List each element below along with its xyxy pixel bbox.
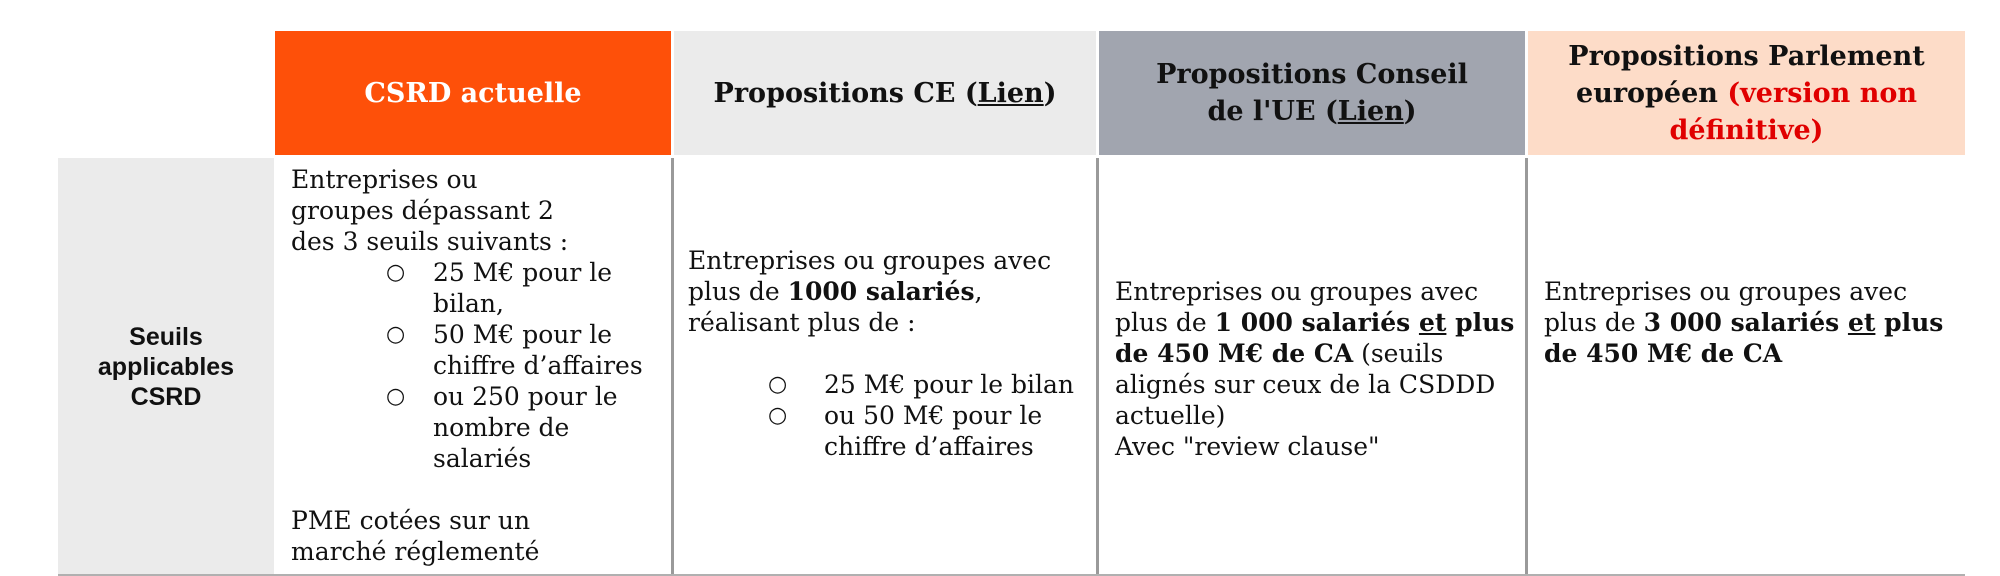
header-propositions-ce (674, 31, 1096, 155)
conseil-link[interactable]: Lien (1337, 96, 1404, 127)
cell-propositions-parlement (1528, 276, 1965, 369)
circle-bullet-icon: ○ (768, 403, 788, 428)
ce-link[interactable]: Lien (977, 77, 1044, 109)
list-item: ○ ou 250 pour le nombre de salariés (386, 382, 618, 473)
row-label-text: Seuils applicables CSRD (97, 323, 235, 411)
header-csrd-actuelle (275, 31, 671, 155)
csrd-threshold-list (386, 257, 657, 474)
header-conseil-label: Propositions Conseil de l'UE (Lien) (1156, 59, 1468, 127)
list-item: ○ 25 M€ pour le bilan, (386, 258, 613, 318)
header-parlement-label: Propositions Parlement européen (version non définitive) (1568, 40, 1925, 146)
cell-propositions-conseil (1099, 276, 1525, 462)
circle-bullet-icon: ○ (768, 372, 788, 397)
circle-bullet-icon: ○ (386, 260, 406, 285)
ce-threshold-list (768, 369, 1082, 462)
header-propositions-conseil (1099, 31, 1525, 155)
header-ce-label: Propositions CE (Lien) (713, 77, 1057, 109)
list-item: ○ ou 50 M€ pour le chiffre d’affaires (768, 401, 1043, 461)
ce-intro: Entreprises ou groupes avec plus de 1000 salariés, réalisant plus de : (688, 246, 1052, 337)
csrd-intro: Entreprises ou groupes dépassant 2 des 3 seuils suivants : (291, 165, 569, 256)
circle-bullet-icon: ○ (386, 322, 406, 347)
list-item: ○ 50 M€ pour le chiffre d’affaires (386, 320, 643, 380)
list-item: ○ 25 M€ pour le bilan (768, 370, 1074, 399)
cell-propositions-ce (674, 245, 1096, 462)
header-csrd-label: CSRD actuelle (364, 77, 582, 109)
csrd-outro: PME cotées sur un marché réglementé (291, 506, 540, 566)
header-propositions-parlement (1528, 31, 1965, 155)
parlement-text: Entreprises ou groupes avec plus de 3 000 salariés et plus de 450 M€ de CA (1544, 277, 1944, 368)
cell-csrd-actuelle (275, 164, 671, 567)
row-label-seuils (58, 158, 274, 576)
parlement-draft-note: (version non définitive) (1669, 77, 1917, 146)
circle-bullet-icon: ○ (386, 384, 406, 409)
conseil-review-clause: Avec "review clause" (1115, 432, 1380, 461)
conseil-text: Entreprises ou groupes avec plus de 1 000 salariés et plus de 450 M€ de CA (seuils alignés sur ceux de la CSDDD actuelle) (1115, 277, 1515, 430)
